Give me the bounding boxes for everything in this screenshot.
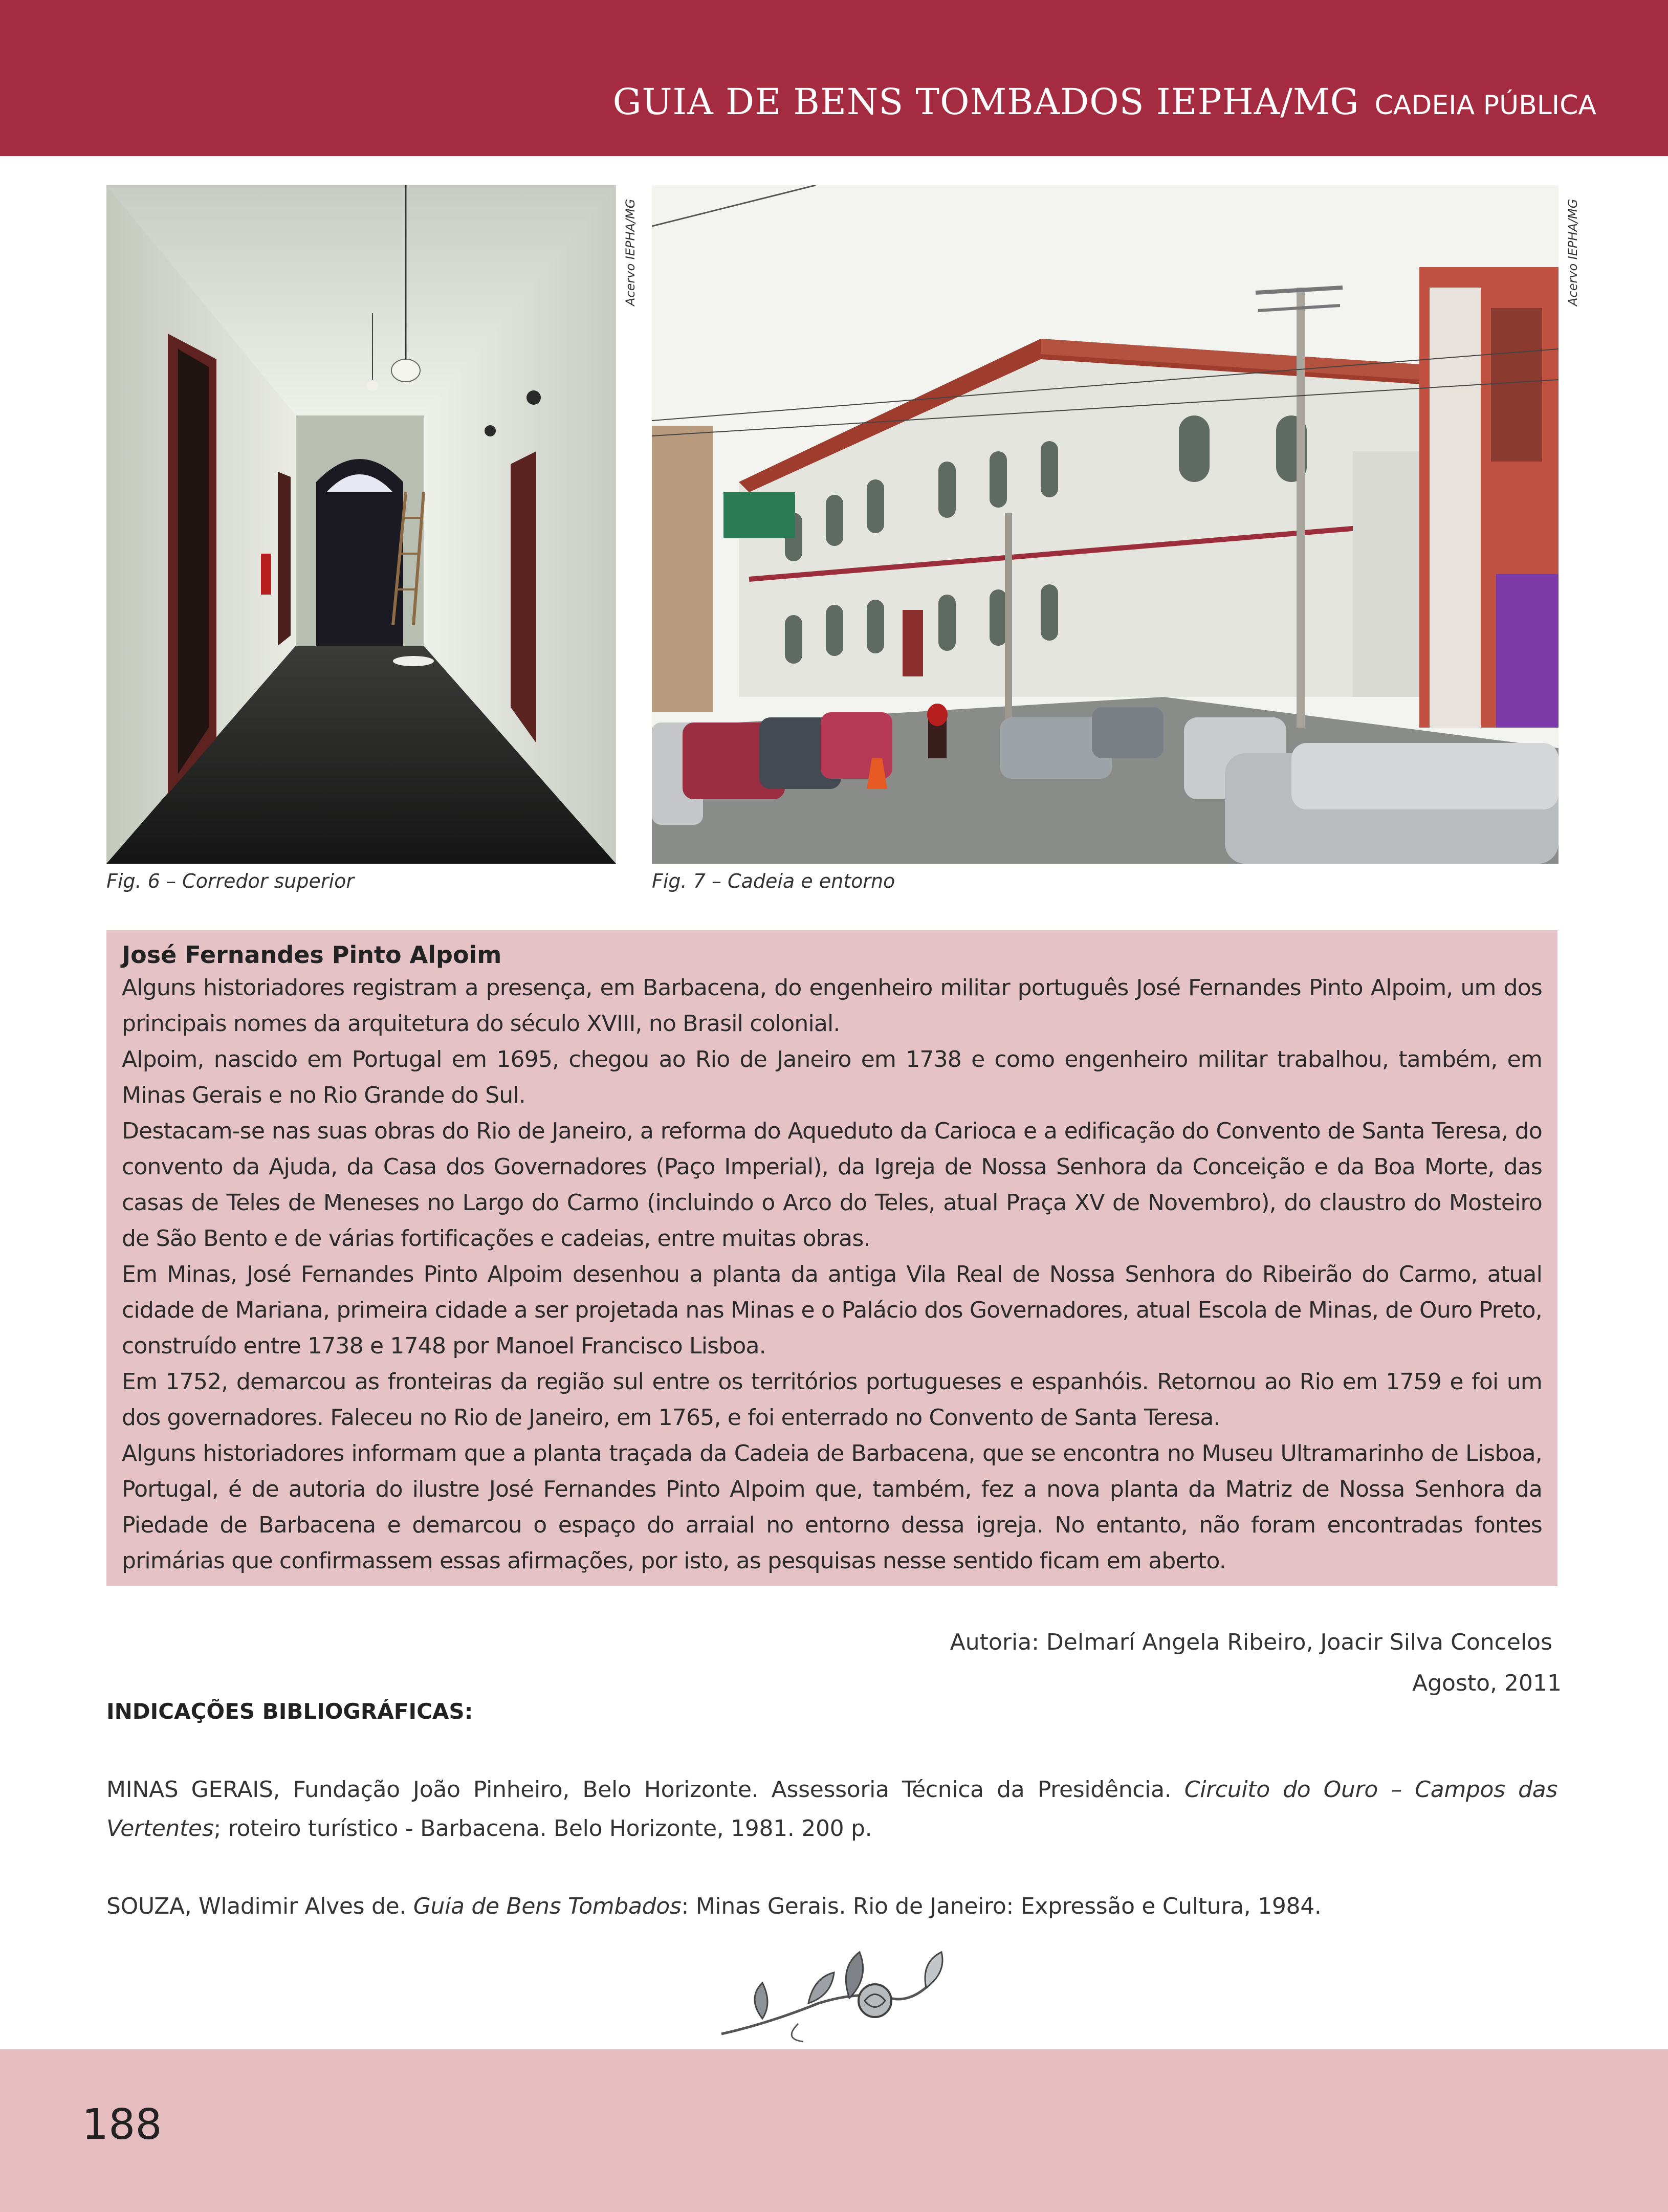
reference-text: : Minas Gerais. Rio de Janeiro: Expressão e Cultura, 1984. — [681, 1893, 1322, 1919]
corridor-photo — [106, 185, 616, 864]
biography-paragraph: Em 1752, demarcou as fronteiras da região sul entre os territórios portugueses e espanhóis. Retornou ao Rio em 1759 e foi um dos governadores. Faleceu no Rio de Janeiro, em 1765, e foi enterrado no Convento de Santa Teresa. — [122, 1369, 1542, 1431]
biography-paragraph: Alguns historiadores registram a presença, em Barbacena, do engenheiro militar português José Fernandes Pinto Alpoim, um dos principais nomes da arquitetura do século XVIII, no Brasil colonial. — [122, 975, 1542, 1037]
page-header — [0, 0, 1668, 156]
page-number: 188 — [82, 2100, 162, 2149]
authorship-date: Agosto, 2011 — [1412, 1670, 1562, 1696]
biography-box — [106, 930, 1557, 1586]
biography-paragraph: Alpoim, nascido em Portugal em 1695, chegou ao Rio de Janeiro em 1738 e como engenheiro militar trabalhou, também, em Minas Gerais e no Rio Grande do Sul. — [122, 1046, 1542, 1108]
reference-text: ; roteiro turístico - Barbacena. Belo Horizonte, 1981. 200 p. — [213, 1815, 872, 1842]
bibliography-entry — [106, 1770, 1557, 1848]
header-title — [613, 81, 1596, 123]
biography-paragraph: Em Minas, José Fernandes Pinto Alpoim desenhou a planta da antiga Vila Real de Nossa Senhora do Ribeirão do Carmo, atual cidade de Mariana, primeira cidade a ser projetada nas Minas e o Palácio dos Governadores, atual Escola de Minas, de Ouro Preto, construído entre 1738 e 1748 por Manoel Francisco Lisboa. — [122, 1261, 1542, 1359]
photo-credit-fig6: Acervo IEPHA/MG — [623, 199, 638, 306]
figure-7-caption: Fig. 7 – Cadeia e entorno — [652, 870, 895, 892]
page-footer — [0, 2049, 1668, 2212]
authors: Autoria: Delmarí Angela Ribeiro, Joacir Silva Concelos — [950, 1629, 1552, 1655]
figure-6-caption: Fig. 6 – Corredor superior — [106, 870, 354, 892]
bibliography-entry — [106, 1887, 1557, 1926]
street-photo — [652, 185, 1559, 864]
reference-title: Guia de Bens Tombados — [413, 1893, 682, 1919]
section-title: CADEIA PÚBLICA — [1374, 90, 1596, 121]
biography-paragraph: Destacam-se nas suas obras do Rio de Janeiro, a reforma do Aqueduto da Carioca e a edificação do Convento de Santa Teresa, do convento da Ajuda, da Casa dos Governadores (Paço Imperial), da Igreja de Nossa Senhora da Conceição e da Boa Morte, das casas de Teles de Meneses no Largo do Carmo (incluindo o Arco do Teles, atual Praça XV de Novembro), do claustro do Mosteiro de São Bento e de várias fortificações e cadeias, entre muitas obras. — [122, 1118, 1542, 1252]
rose-ornament — [706, 1942, 962, 2044]
reference-title: Circuito do Ouro – Campos das Vertentes — [106, 1777, 1557, 1842]
reference-text: MINAS GERAIS, Fundação João Pinheiro, Belo Horizonte. Assessoria Técnica da Presidência. — [106, 1777, 1184, 1803]
reference-text: SOUZA, Wladimir Alves de. — [106, 1893, 413, 1919]
guide-title: GUIA DE BENS TOMBADOS IEPHA/MG — [612, 81, 1359, 123]
bibliography-heading: INDICAÇÕES BIBLIOGRÁFICAS: — [106, 1699, 473, 1724]
biography-paragraph: Alguns historiadores informam que a planta traçada da Cadeia de Barbacena, que se encontra no Museu Ultramarinho de Lisboa, Portugal, é de autoria do ilustre José Fernandes Pinto Alpoim que, também, fez a nova planta da Matriz de Nossa Senhora da Piedade de Barbacena e demarcou o espaço do arraial no entorno dessa igreja. No entanto, não foram encontradas fontes primárias que confirmassem essas afirmações, por isto, as pesquisas nesse sentido ficam em aberto. — [122, 1440, 1542, 1574]
biography-title: José Fernandes Pinto Alpoim — [122, 941, 502, 969]
authorship-block — [950, 1622, 1562, 1704]
photo-credit-fig7: Acervo IEPHA/MG — [1566, 199, 1580, 306]
